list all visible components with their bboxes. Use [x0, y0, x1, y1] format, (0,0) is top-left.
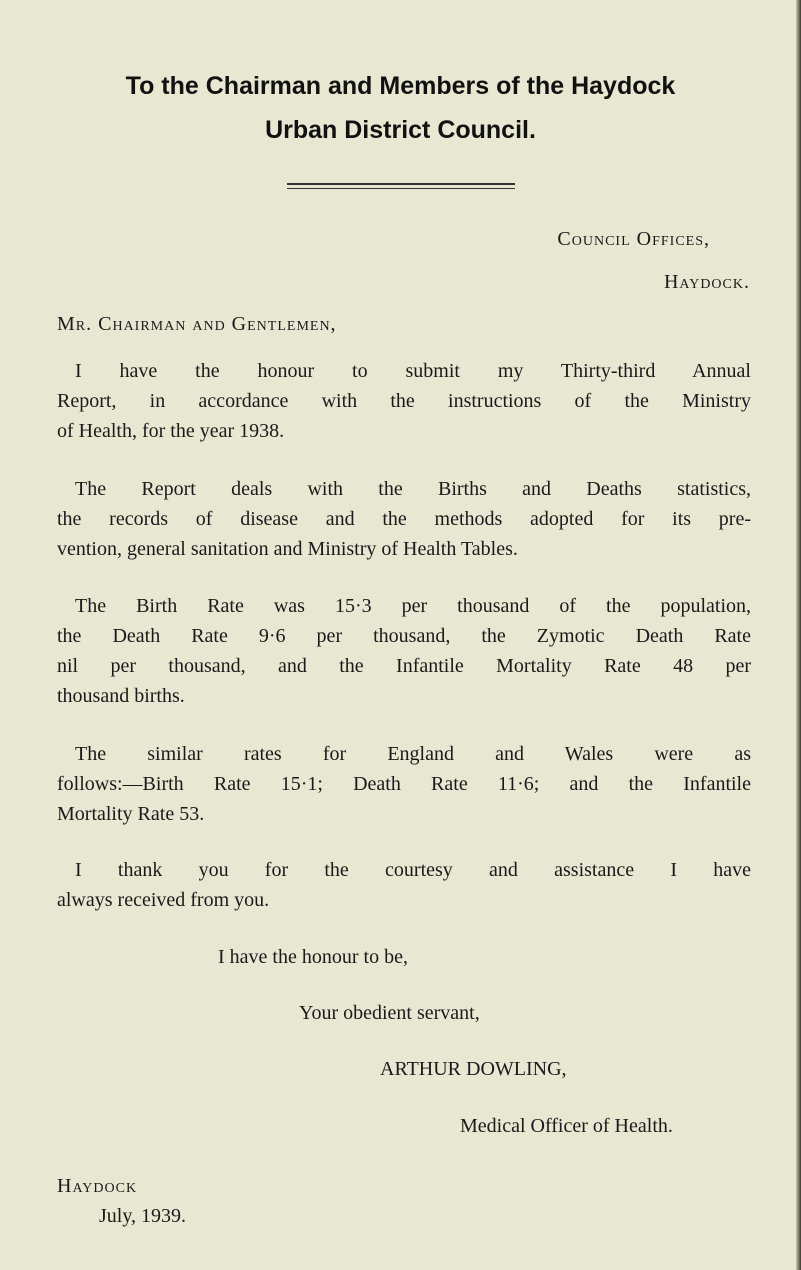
para4-line3: Mortality Rate 53. [57, 803, 205, 825]
para5-line2: always received from you. [57, 889, 270, 911]
para4-line1: The similar rates for England and Wales were as [75, 743, 751, 765]
para1-line3: of Health, for the year 1938. [57, 420, 285, 442]
para2-line3: vention, general sanitation and Ministry of Health Tables. [57, 538, 518, 560]
para2-line1: The Report deals with the Births and Deaths statistics, [75, 478, 751, 500]
address-line-2: Haydock. [663, 271, 750, 293]
double-rule-divider [287, 183, 515, 189]
date: July, 1939. [99, 1205, 187, 1227]
closing-line: I have the honour to be, [218, 946, 408, 968]
para3-line2: the Death Rate 9·6 per thousand, the Zymotic Death Rate [57, 625, 751, 647]
para3-line3: nil per thousand, and the Infantile Mortality Rate 48 per [57, 655, 751, 677]
para3-line1: The Birth Rate was 15·3 per thousand of the population, [75, 595, 751, 617]
address-line-1: Council Offices, [557, 228, 710, 250]
salutation: Mr. Chairman and Gentlemen, [57, 313, 337, 335]
para4-line2: follows:—Birth Rate 15·1; Death Rate 11·6; and the Infantile [57, 773, 751, 795]
signatory-title: Medical Officer of Health. [460, 1115, 673, 1137]
para3-line4: thousand births. [57, 685, 185, 707]
para5-line1: I thank you for the courtesy and assistance I have [75, 859, 751, 881]
para1-line1: I have the honour to submit my Thirty-third Annual [75, 360, 751, 382]
title-line-1: To the Chairman and Members of the Haydock [125, 72, 676, 100]
obedient-servant: Your obedient servant, [299, 1002, 480, 1024]
para2-line2: the records of disease and the methods adopted for its pre- [57, 508, 751, 530]
page-edge [796, 0, 801, 1270]
title-line-2: Urban District Council. [265, 116, 536, 144]
place: Haydock [57, 1175, 138, 1197]
signatory-name: ARTHUR DOWLING, [380, 1058, 567, 1080]
para1-line2: Report, in accordance with the instructions of the Ministry [57, 390, 751, 412]
